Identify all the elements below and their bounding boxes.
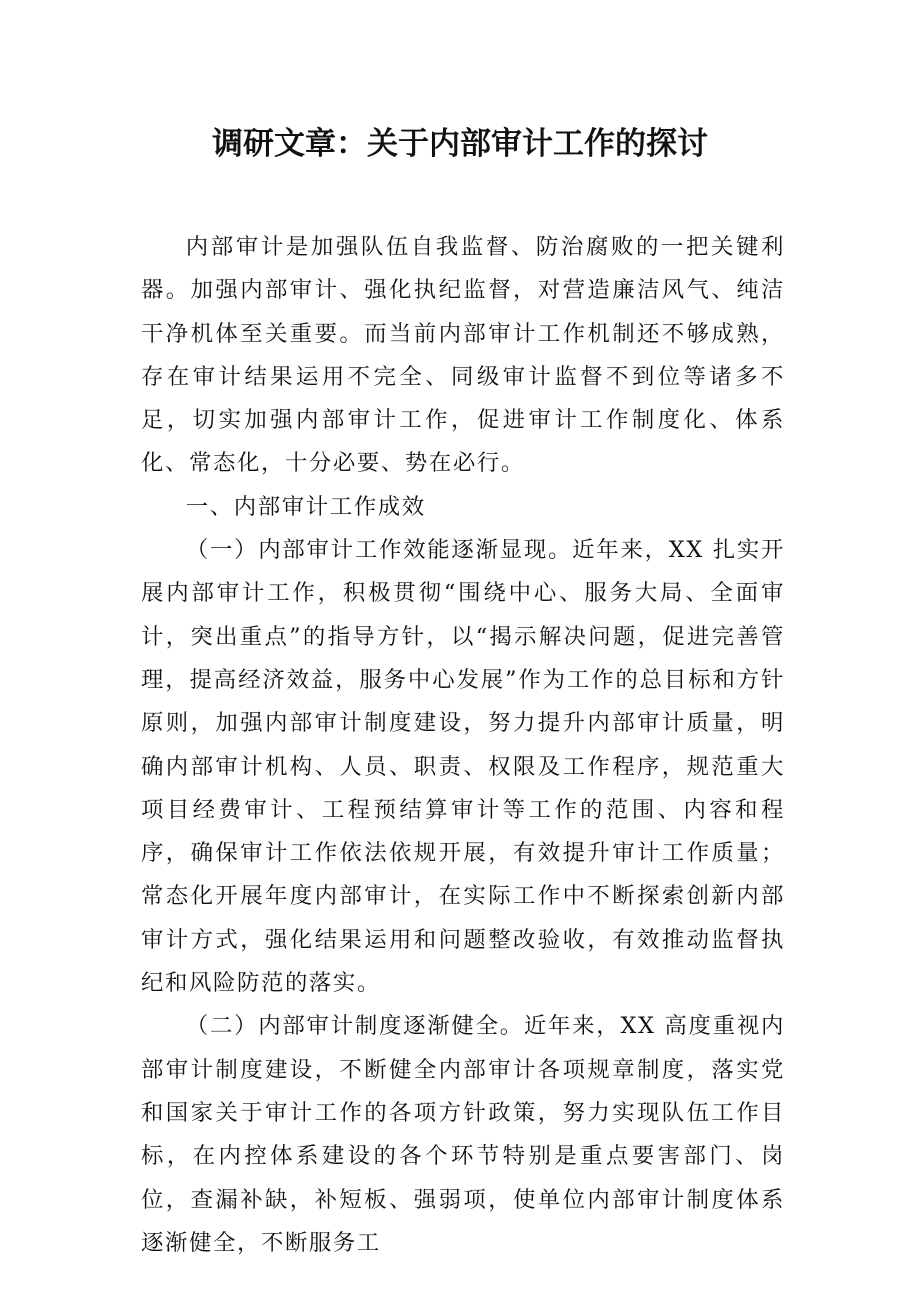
section-heading-1: 一、内部审计工作成效 — [185, 493, 426, 520]
paragraph-1: （一）内部审计工作效能逐渐显现。近年来，XX 扎实开展内部审计工作，积极贯彻“围绕中心、服务大局、全面审计，突出重点”的指导方针，以“揭示解决问题，促进完善管理，提高经济效益，服务中心发展”作为工作的总目标和方针原则，加强内部审计制度建设，努力提升内部审计质量，明确内部审计机构、人员、职责、权限及工作程序，规范重大项目经费审计、工程预结算审计等工作的范围、内容和程序，确保审计工作依法依规开展，有效提升审计工作质量；常态化开展年度内部审计，在实际工作中不断探索创新内部审计方式，强化结果运用和问题整改验收，有效推动监督执纪和风险防范的落实。 — [141, 537, 785, 997]
document-title: 调研文章：关于内部审计工作的探讨 — [212, 126, 708, 162]
intro-paragraph: 内部审计是加强队伍自我监督、防治腐败的一把关键利器。加强内部审计、强化执纪监督，对营造廉洁风气、纯洁干净机体至关重要。而当前内部审计工作机制还不够成熟，存在审计结果运用不完全、同级审计监督不到位等诸多不足，切实加强内部审计工作，促进审计工作制度化、体系化、常态化，十分必要、势在必行。 — [141, 234, 785, 477]
paragraph-2: （二）内部审计制度逐渐健全。近年来，XX 高度重视内部审计制度建设，不断健全内部审计各项规章制度，落实党和国家关于审计工作的各项方针政策，努力实现队伍工作目标，在内控体系建设的各个环节特别是重点要害部门、岗位，查漏补缺，补短板、强弱项，使单位内部审计制度体系逐渐健全，不断服务工 — [141, 1013, 785, 1256]
document-body — [141, 226, 785, 1265]
